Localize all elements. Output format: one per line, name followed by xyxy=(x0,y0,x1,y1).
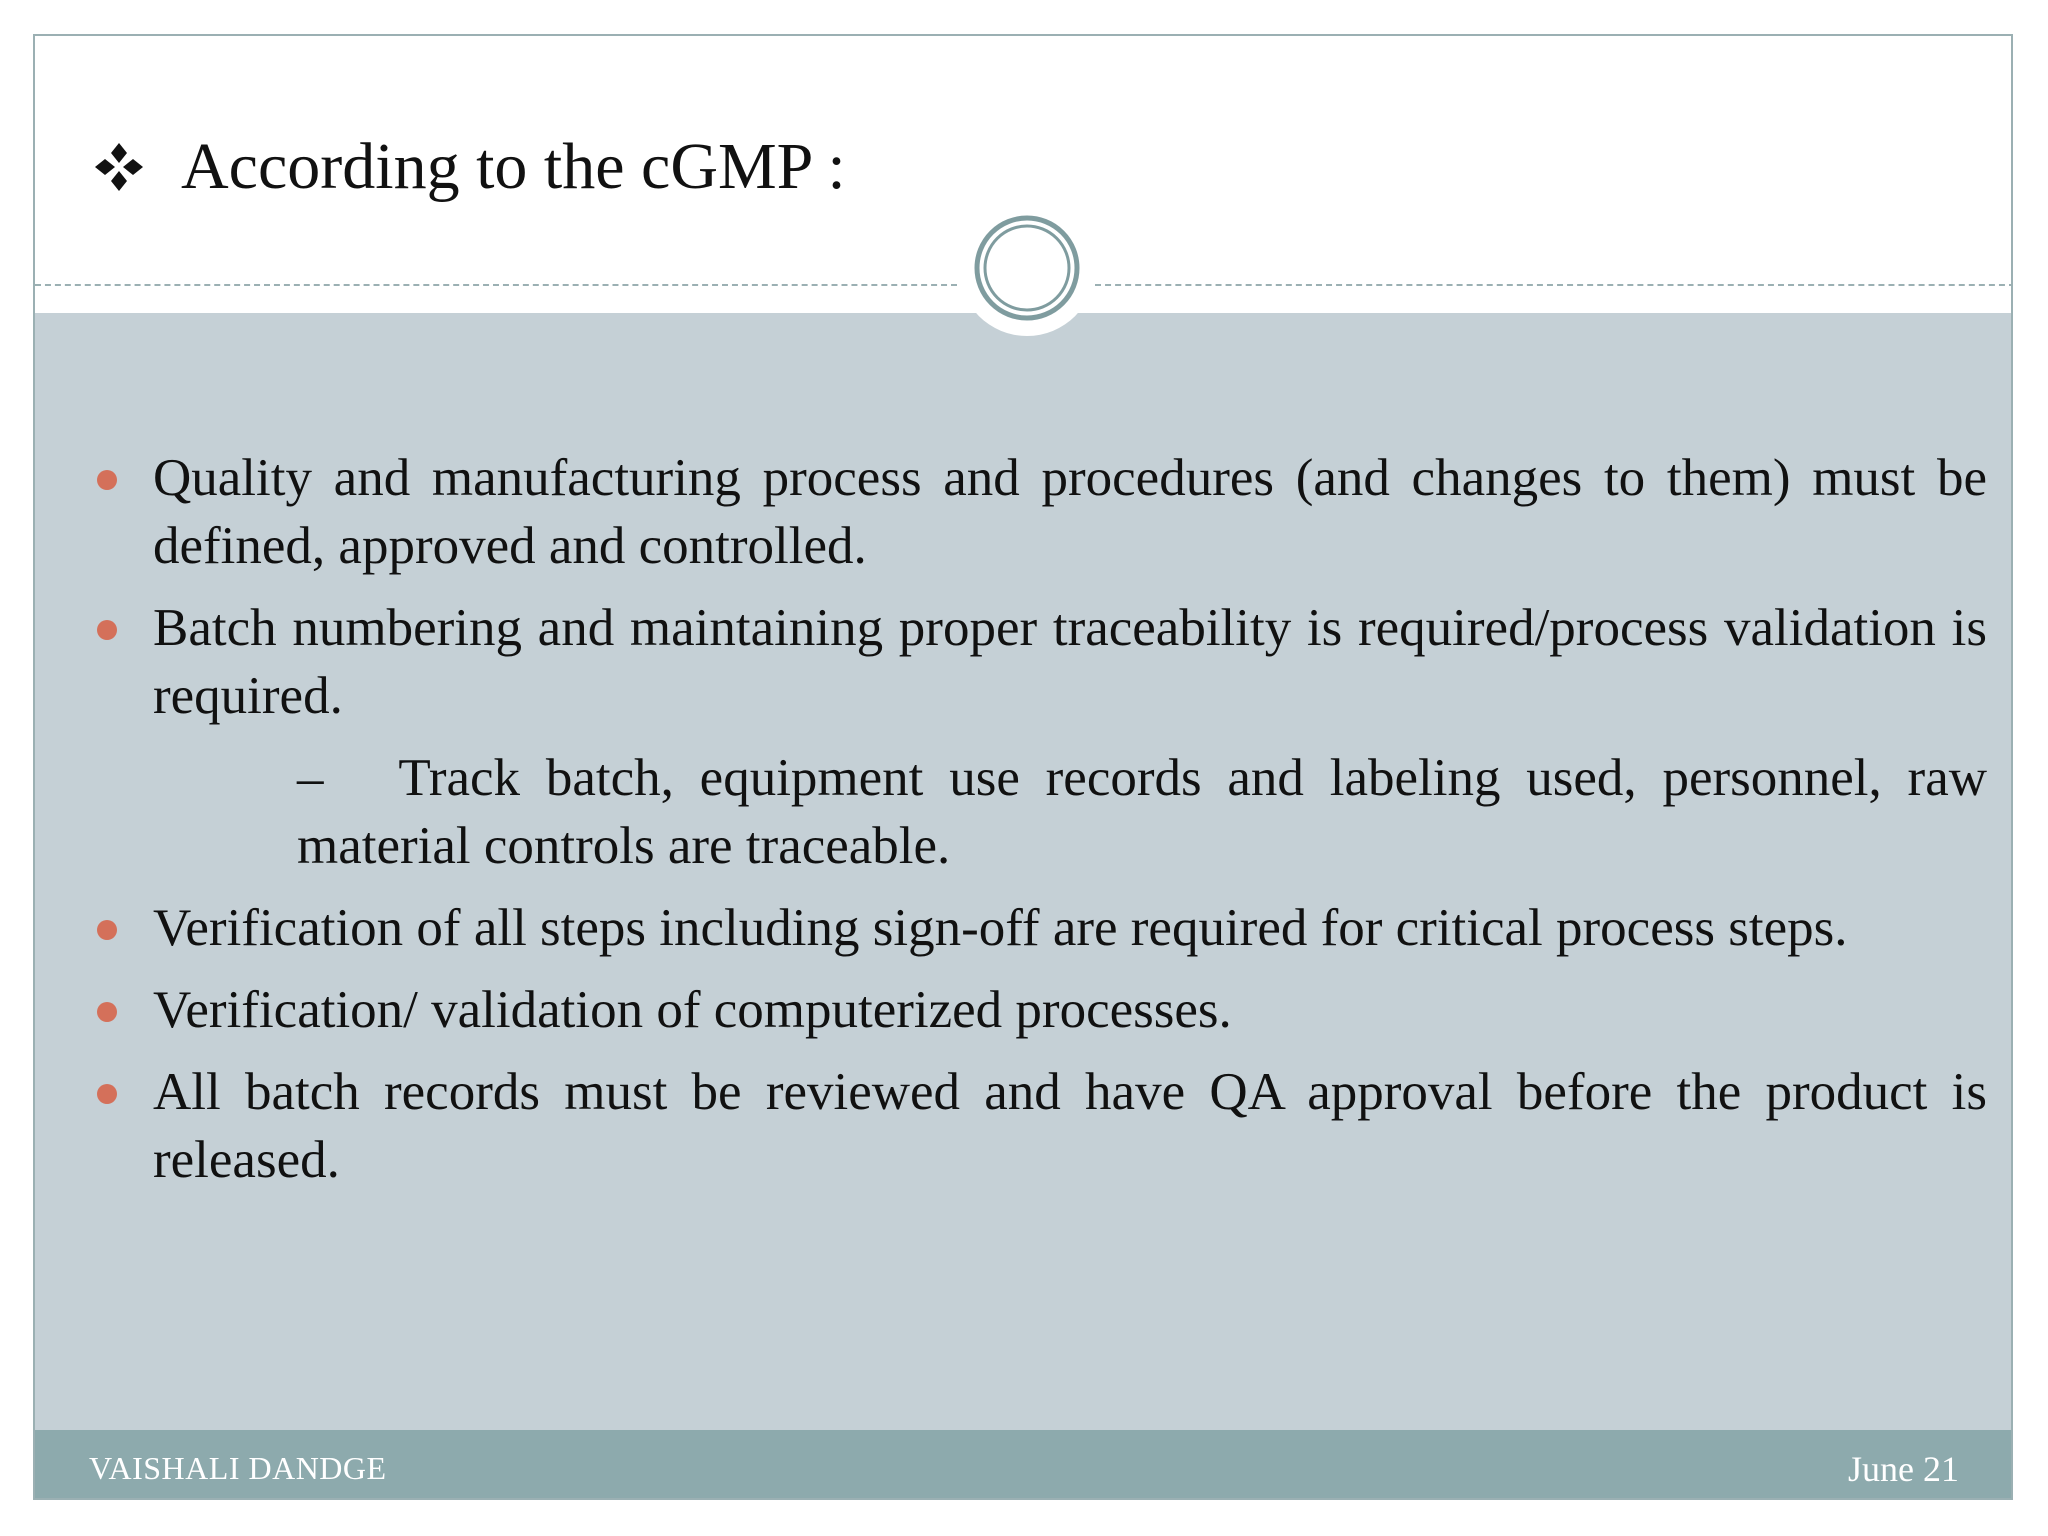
sub-bullet-dash: – xyxy=(297,749,324,807)
list-item xyxy=(91,444,1987,580)
bullet-text: All batch records must be reviewed and have QA approval before the product is released. xyxy=(153,1063,1987,1189)
slide-footer xyxy=(35,1449,2011,1500)
bullet-dot-icon xyxy=(97,1002,117,1022)
bullet-dot-icon xyxy=(97,470,117,490)
bullet-text: Quality and manufacturing process and procedures (and changes to them) must be defined, approved and controlled. xyxy=(153,449,1987,575)
content-area xyxy=(35,313,2011,1466)
header-divider-left xyxy=(35,284,957,286)
double-ring-circle-icon xyxy=(973,214,1081,322)
sub-list-item xyxy=(91,744,1987,880)
bullet-dot-icon xyxy=(97,1084,117,1104)
slide-title: According to the cGMP : xyxy=(181,130,846,203)
bullet-list xyxy=(91,444,1987,1208)
list-item xyxy=(91,594,1987,730)
bullet-text: Verification/ validation of computerized processes. xyxy=(153,981,1232,1039)
bullet-dot-icon xyxy=(97,620,117,640)
sub-bullet-text: Track batch, equipment use records and labeling used, personnel, raw material controls are traceable. xyxy=(297,749,1987,875)
footer-date: June 21 xyxy=(1848,1449,1959,1489)
bullet-text: Verification of all steps including sign-off are required for critical process steps. xyxy=(153,899,1848,957)
list-item xyxy=(91,894,1987,962)
list-item xyxy=(91,976,1987,1044)
footer-author: VAISHALI DANDGE xyxy=(89,1450,387,1486)
slide xyxy=(33,34,2013,1500)
bullet-dot-icon xyxy=(97,920,117,940)
footer-band xyxy=(35,1430,2011,1500)
header-divider-right xyxy=(1095,284,2013,286)
four-diamond-bullet-icon xyxy=(93,141,145,193)
bullet-text: Batch numbering and maintaining proper traceability is required/process validation is required. xyxy=(153,599,1987,725)
title-row xyxy=(93,130,846,203)
list-item xyxy=(91,1058,1987,1194)
